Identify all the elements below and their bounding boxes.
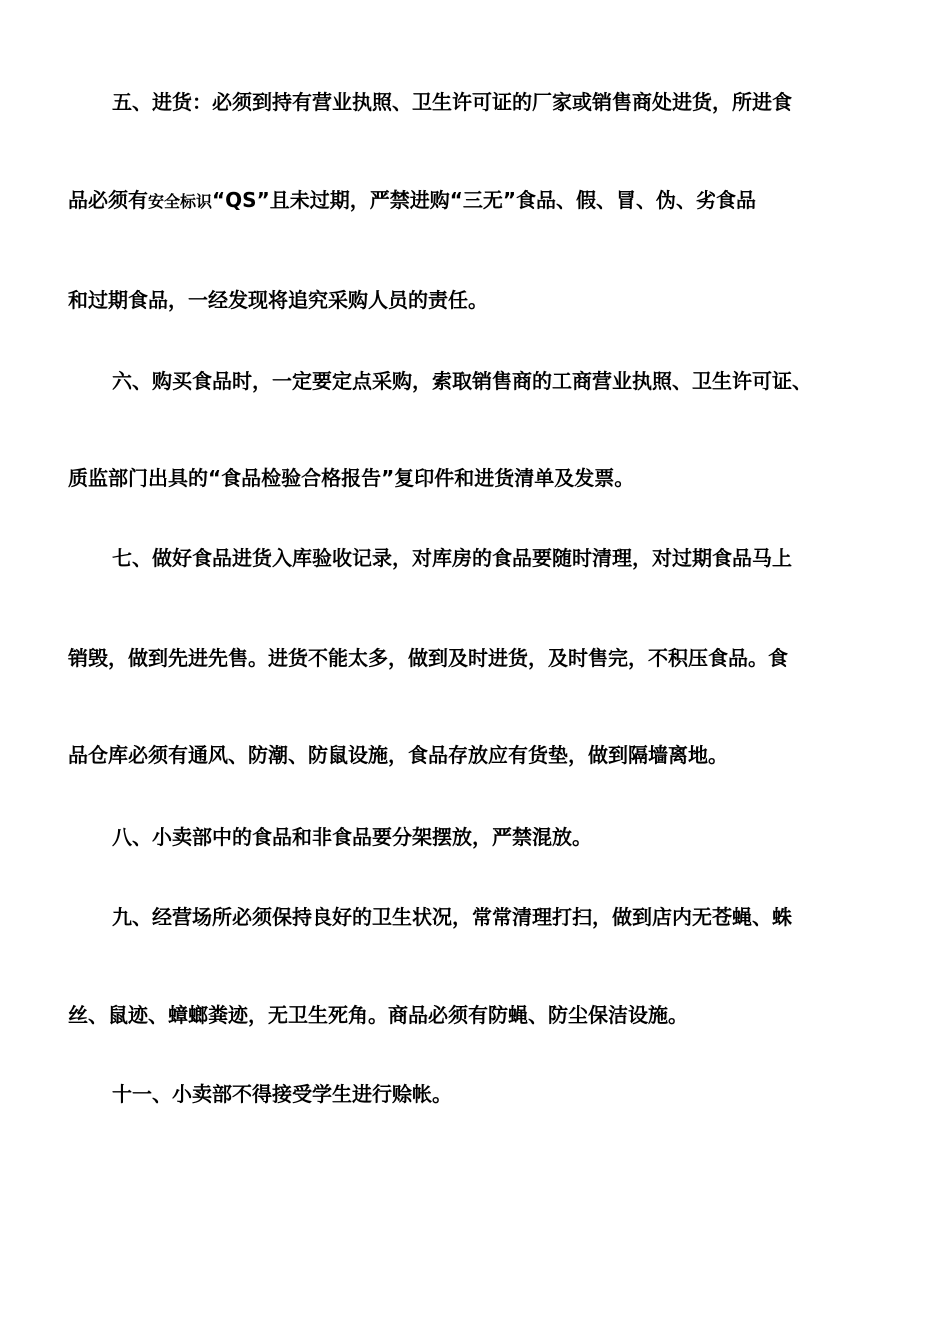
paragraph-8-line-1: 八、小卖部中的食品和非食品要分架摆放，严禁混放。 [112,825,592,849]
paragraph-9-line-1: 九、经营场所必须保持良好的卫生状况，常常清理打扫，做到店内无苍蝇、蛛 [112,905,792,929]
paragraph-5-line-2-part-b: “QS”且未过期，严禁进购“三无”食品、假、冒、伪、劣食品 [212,188,756,212]
paragraph-7-line-2: 销毁，做到先进先售。进货不能太多，做到及时进货，及时售完，不积压食品。食 [68,646,788,670]
paragraph-11-line-1: 十一、小卖部不得接受学生进行赊帐。 [112,1082,452,1106]
paragraph-6-line-2: 质监部门出具的“食品检验合格报告”复印件和进货清单及发票。 [68,466,635,490]
paragraph-5-line-1: 五、进货：必须到持有营业执照、卫生许可证的厂家或销售商处进货，所进食 [112,90,792,114]
safety-mark-text: 安全标识 [148,192,213,211]
paragraph-5-line-2-part-a: 品必须有 [68,188,148,212]
paragraph-7-line-3: 品仓库必须有通风、防潮、防鼠设施，食品存放应有货垫，做到隔墙离地。 [68,743,728,767]
paragraph-7-line-1: 七、做好食品进货入库验收记录，对库房的食品要随时清理，对过期食品马上 [112,546,792,570]
paragraph-6-line-1: 六、购买食品时，一定要定点采购，索取销售商的工商营业执照、卫生许可证、 [112,369,812,393]
paragraph-5-line-3: 和过期食品，一经发现将追究采购人员的责任。 [68,288,488,312]
paragraph-9-line-2: 丝、鼠迹、蟑螂粪迹，无卫生死角。商品必须有防蝇、防尘保洁设施。 [68,1003,688,1027]
paragraph-5-line-2 [68,185,756,215]
